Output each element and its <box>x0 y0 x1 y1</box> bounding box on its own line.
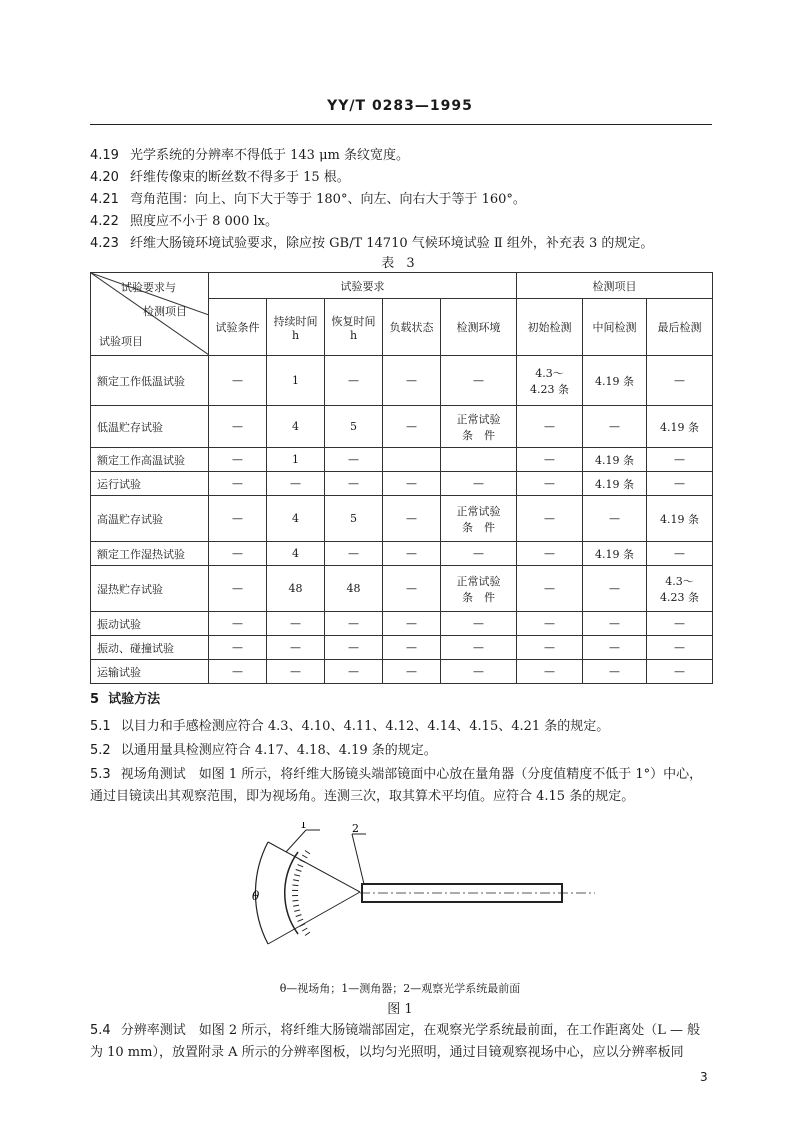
table-cell: — <box>267 636 325 660</box>
table-cell: — <box>209 542 267 566</box>
table-cell: — <box>383 542 441 566</box>
protractor-tick <box>305 932 310 935</box>
table-cell: 4.19 条 <box>647 406 713 448</box>
table-cell: — <box>517 472 583 496</box>
table-cell: — <box>441 612 517 636</box>
paragraph-text: 分辨率测试 如图 2 所示，将纤维大肠镜端部固定，在观察光学系统最前面，在工作距离处（L — 般为 10 mm），放置附录 A 所示的分辨率图板，以均匀光照明，通过目镜观察视场中心，应以分辨率板同 <box>90 1023 701 1060</box>
paragraph-number: 5.2 <box>90 743 111 758</box>
table-cell: — <box>517 660 583 684</box>
table-cell: — <box>383 636 441 660</box>
paragraph-number: 5.4 <box>90 1023 111 1038</box>
table-cell: — <box>647 448 713 472</box>
clause-number: 4.19 <box>90 148 119 163</box>
field-line-lower <box>268 892 360 944</box>
table-cell: — <box>325 472 383 496</box>
table-cell: 4.19 条 <box>583 542 647 566</box>
header-divider <box>90 124 712 125</box>
clause-number: 4.23 <box>90 236 119 251</box>
table-cell: 4.19 条 <box>583 472 647 496</box>
paragraph-number: 5.1 <box>90 719 111 734</box>
protractor-tick <box>296 870 302 872</box>
leader-line-2 <box>352 834 364 884</box>
table-cell: — <box>517 406 583 448</box>
clause-4-23 <box>90 232 653 251</box>
table-corner-header <box>91 273 209 356</box>
clause-4-20 <box>90 166 350 185</box>
figure-label: 图 1 <box>387 1002 413 1017</box>
label-1: 1 <box>300 822 307 831</box>
column-header: 试验条件 <box>209 299 267 356</box>
row-test-item: 额定工作高温试验 <box>91 448 209 472</box>
section-title: 试验方法 <box>108 692 161 707</box>
table-cell: — <box>383 566 441 612</box>
table-cell: 正常试验 条 件 <box>441 566 517 612</box>
group-header-requirements: 试验要求 <box>209 273 517 299</box>
table-cell: — <box>441 660 517 684</box>
table-cell: 正常试验 条 件 <box>441 406 517 448</box>
table-cell: 4 <box>267 406 325 448</box>
table-cell <box>441 448 517 472</box>
section-5-heading <box>90 688 160 707</box>
table-cell: — <box>647 612 713 636</box>
row-test-item: 额定工作湿热试验 <box>91 542 209 566</box>
label-2: 2 <box>352 822 359 835</box>
clause-4-19 <box>90 144 409 163</box>
protractor-tick <box>296 915 302 917</box>
corner-label-requirements: 试验要求与 <box>121 281 176 294</box>
protractor-tick <box>298 919 304 921</box>
table-cell: — <box>647 660 713 684</box>
table-cell: — <box>441 542 517 566</box>
table-cell: — <box>325 636 383 660</box>
table-cell: 1 <box>267 448 325 472</box>
leader-line-1 <box>286 830 306 852</box>
column-header: 检测环境 <box>441 299 517 356</box>
protractor-tick <box>292 885 298 886</box>
clause-text: 光学系统的分辨率不得低于 143 μm 条纹宽度。 <box>130 148 409 163</box>
table-cell: — <box>325 660 383 684</box>
paragraph-5-1 <box>90 716 712 738</box>
table-cell: — <box>517 448 583 472</box>
protractor-tick <box>305 851 310 854</box>
table-cell: — <box>209 472 267 496</box>
paragraph-text: 视场角测试 如图 1 所示，将纤维大肠镜头端部镜面中心放在量角器（分度值精度不低于 1°）中心，通过目镜读出其观察范围，即为视场角。连测三次，取其算术平均值。应符合 4.15 条的规定。 <box>90 767 703 804</box>
row-test-item: 高温贮存试验 <box>91 496 209 542</box>
table-cell: — <box>209 356 267 406</box>
table-cell: — <box>267 612 325 636</box>
table-cell: — <box>517 612 583 636</box>
table-row <box>91 612 713 636</box>
paragraph-5-2 <box>90 740 712 762</box>
protractor-tick <box>298 865 304 867</box>
table-row <box>91 472 713 496</box>
clause-4-22 <box>90 210 278 229</box>
table-cell: — <box>209 612 267 636</box>
table-cell: 4 <box>267 496 325 542</box>
group-header-inspection: 检测项目 <box>517 273 713 299</box>
table-row <box>91 636 713 660</box>
table-cell: — <box>383 660 441 684</box>
table-cell: — <box>383 472 441 496</box>
table-cell: — <box>583 636 647 660</box>
clause-number: 4.22 <box>90 214 119 229</box>
column-header: 中间检测 <box>583 299 647 356</box>
paragraph-5-4 <box>90 1020 712 1064</box>
table-cell: — <box>209 406 267 448</box>
table-row <box>91 660 713 684</box>
table-cell: 正常试验 条 件 <box>441 496 517 542</box>
clause-text: 照度应不小于 8 000 lx。 <box>130 214 278 229</box>
protractor-tick <box>294 875 300 876</box>
table-cell: — <box>647 636 713 660</box>
row-test-item: 运输试验 <box>91 660 209 684</box>
clause-text: 纤维大肠镜环境试验要求，除应按 GB/T 14710 气候环境试验 Ⅱ 组外，补充表 3 的规定。 <box>130 236 654 251</box>
table-cell: — <box>583 566 647 612</box>
paragraph-number: 5.3 <box>90 767 111 782</box>
table-cell: — <box>325 612 383 636</box>
field-line-upper <box>268 842 360 892</box>
row-test-item: 运行试验 <box>91 472 209 496</box>
table-cell: — <box>209 566 267 612</box>
table-cell: — <box>209 660 267 684</box>
table-cell <box>383 448 441 472</box>
table-row <box>91 496 713 542</box>
table-cell: — <box>583 660 647 684</box>
table-title: 表 3 <box>381 256 419 271</box>
paragraph-text: 以通用量具检测应符合 4.17、4.18、4.19 条的规定。 <box>120 743 437 758</box>
table-cell: — <box>517 636 583 660</box>
paragraph-5-3 <box>90 764 712 808</box>
table-cell: — <box>383 406 441 448</box>
protractor-scale <box>285 852 298 934</box>
column-header: 最后检测 <box>647 299 713 356</box>
column-header: 恢复时间 h <box>325 299 383 356</box>
table-3 <box>90 272 713 684</box>
table-cell: 4.19 条 <box>583 356 647 406</box>
table-cell: 4 <box>267 542 325 566</box>
table-cell: — <box>583 496 647 542</box>
table-cell: — <box>517 496 583 542</box>
table-cell: — <box>209 496 267 542</box>
column-header: 持续时间 h <box>267 299 325 356</box>
table-row <box>91 406 713 448</box>
table-cell: 4.19 条 <box>583 448 647 472</box>
protractor-tick <box>293 905 299 906</box>
table-cell: — <box>383 356 441 406</box>
table-cell: 5 <box>325 406 383 448</box>
table-row <box>91 542 713 566</box>
table-cell: — <box>267 472 325 496</box>
standard-code-header: YY/T 0283—1995 <box>327 98 473 114</box>
protractor-tick <box>293 880 299 881</box>
row-test-item: 湿热贮存试验 <box>91 566 209 612</box>
table-cell: — <box>209 636 267 660</box>
table-cell: — <box>647 472 713 496</box>
row-test-item: 低温贮存试验 <box>91 406 209 448</box>
table-cell: — <box>441 356 517 406</box>
clause-4-21 <box>90 188 526 207</box>
paragraph-text: 以目力和手感检测应符合 4.3、4.10、4.11、4.12、4.14、4.15、4.21 条的规定。 <box>120 719 610 734</box>
table-cell: — <box>325 356 383 406</box>
theta-label: θ <box>252 889 260 903</box>
table-row <box>91 356 713 406</box>
table-cell: — <box>209 448 267 472</box>
protractor-tick <box>294 910 300 911</box>
table-row <box>91 566 713 612</box>
table-cell: — <box>441 636 517 660</box>
table-cell: — <box>647 356 713 406</box>
protractor-tick <box>292 900 298 901</box>
corner-label-test-item: 试验项目 <box>99 335 143 348</box>
table-cell: — <box>517 566 583 612</box>
protractor-tick <box>302 855 307 858</box>
section-number: 5 <box>90 692 100 707</box>
row-test-item: 振动试验 <box>91 612 209 636</box>
table-cell: 1 <box>267 356 325 406</box>
clause-text: 弯角范围：向上、向下大于等于 180°、向左、向右大于等于 160°。 <box>130 192 526 207</box>
table-cell: — <box>383 496 441 542</box>
clause-text: 纤维传像束的断丝数不得多于 15 根。 <box>130 170 350 185</box>
table-cell: 48 <box>267 566 325 612</box>
row-test-item: 额定工作低温试验 <box>91 356 209 406</box>
row-test-item: 振动、碰撞试验 <box>91 636 209 660</box>
protractor-endoscope-diagram <box>240 822 600 962</box>
table-cell: 4.19 条 <box>647 496 713 542</box>
table-cell: — <box>325 542 383 566</box>
table-cell: 48 <box>325 566 383 612</box>
table-cell: — <box>441 472 517 496</box>
corner-label-inspection: 检测项目 <box>143 305 187 318</box>
table-cell: — <box>583 406 647 448</box>
table-cell: 4.3～ 4.23 条 <box>647 566 713 612</box>
table-row <box>91 448 713 472</box>
page-number: 3 <box>700 1070 708 1084</box>
table-cell: — <box>383 612 441 636</box>
clause-number: 4.20 <box>90 170 119 185</box>
table-cell: 4.3～ 4.23 条 <box>517 356 583 406</box>
protractor-tick <box>302 928 307 931</box>
table-cell: — <box>583 612 647 636</box>
table-cell: — <box>325 448 383 472</box>
protractor-tick <box>300 860 305 863</box>
figure-1-drawing <box>240 822 600 966</box>
column-header: 负载状态 <box>383 299 441 356</box>
clause-number: 4.21 <box>90 192 119 207</box>
table-cell: — <box>517 542 583 566</box>
figure-caption: θ—视场角；1—测角器；2—观察光学系统最前面 <box>279 982 521 995</box>
table-cell: — <box>647 542 713 566</box>
table-cell: — <box>267 660 325 684</box>
column-header: 初始检测 <box>517 299 583 356</box>
table-cell: 5 <box>325 496 383 542</box>
